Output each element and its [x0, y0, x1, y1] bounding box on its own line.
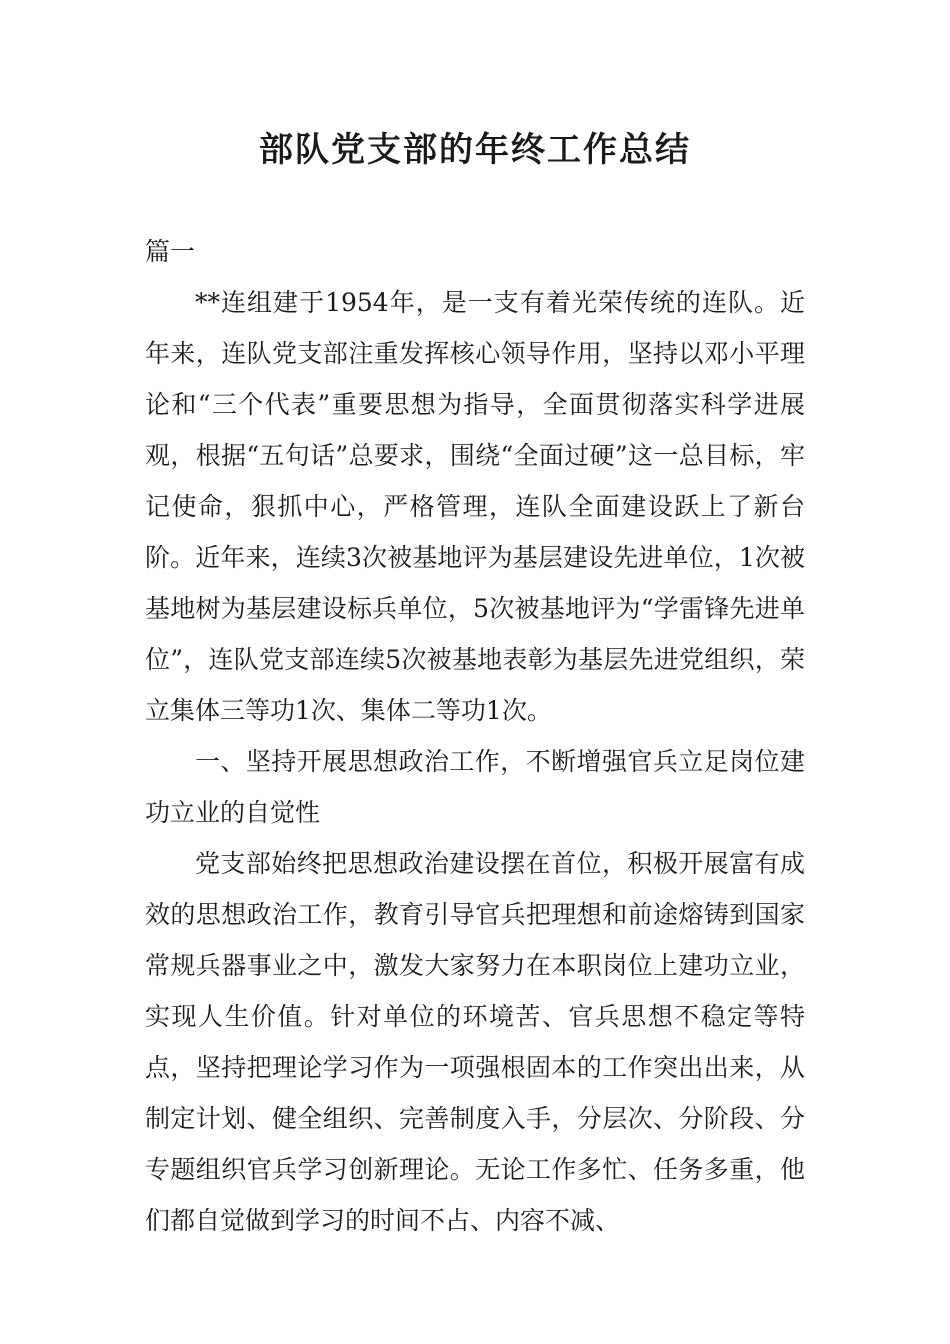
document-title: 部队党支部的年终工作总结 [259, 130, 691, 170]
section-heading-1: 一、坚持开展思想政治工作，不断增强官兵立足岗位建功立业的自觉性 [145, 747, 805, 827]
paragraph-intro: **连组建于1954年，是一支有着光荣传统的连队。近年来，连队党支部注重发挥核心领导作用，坚持以邓小平理论和“三个代表”重要思想为指导，全面贯彻落实科学进展观，根据“五句话”总要求，围绕“全面过硬”这一总目标，牢记使命，狠抓中心，严格管理，连队全面建设跃上了新台阶。近年来，连续3次被基地评为基层建设先进单位，1次被基地树为基层建设标兵单位，5次被基地评为“学雷锋先进单位”，连队党支部连续5次被基地表彰为基层先进党组织，荣立集体三等功1次、集体二等功1次。 [145, 288, 805, 725]
document-body [145, 226, 805, 1246]
section-label: 篇一 [145, 237, 196, 266]
paragraph-political-work: 党支部始终把思想政治建设摆在首位，积极开展富有成效的思想政治工作，教育引导官兵把理想和前途熔铸到国家常规兵器事业之中，激发大家努力在本职岗位上建功立业，实现人生价值。针对单位的环境苦、官兵思想不稳定等特点，坚持把理论学习作为一项强根固本的工作突出出来，从制定计划、健全组织、完善制度入手，分层次、分阶段、分专题组织官兵学习创新理论。无论工作多忙、任务多重，他们都自觉做到学习的时间不占、内容不减、 [145, 849, 805, 1235]
